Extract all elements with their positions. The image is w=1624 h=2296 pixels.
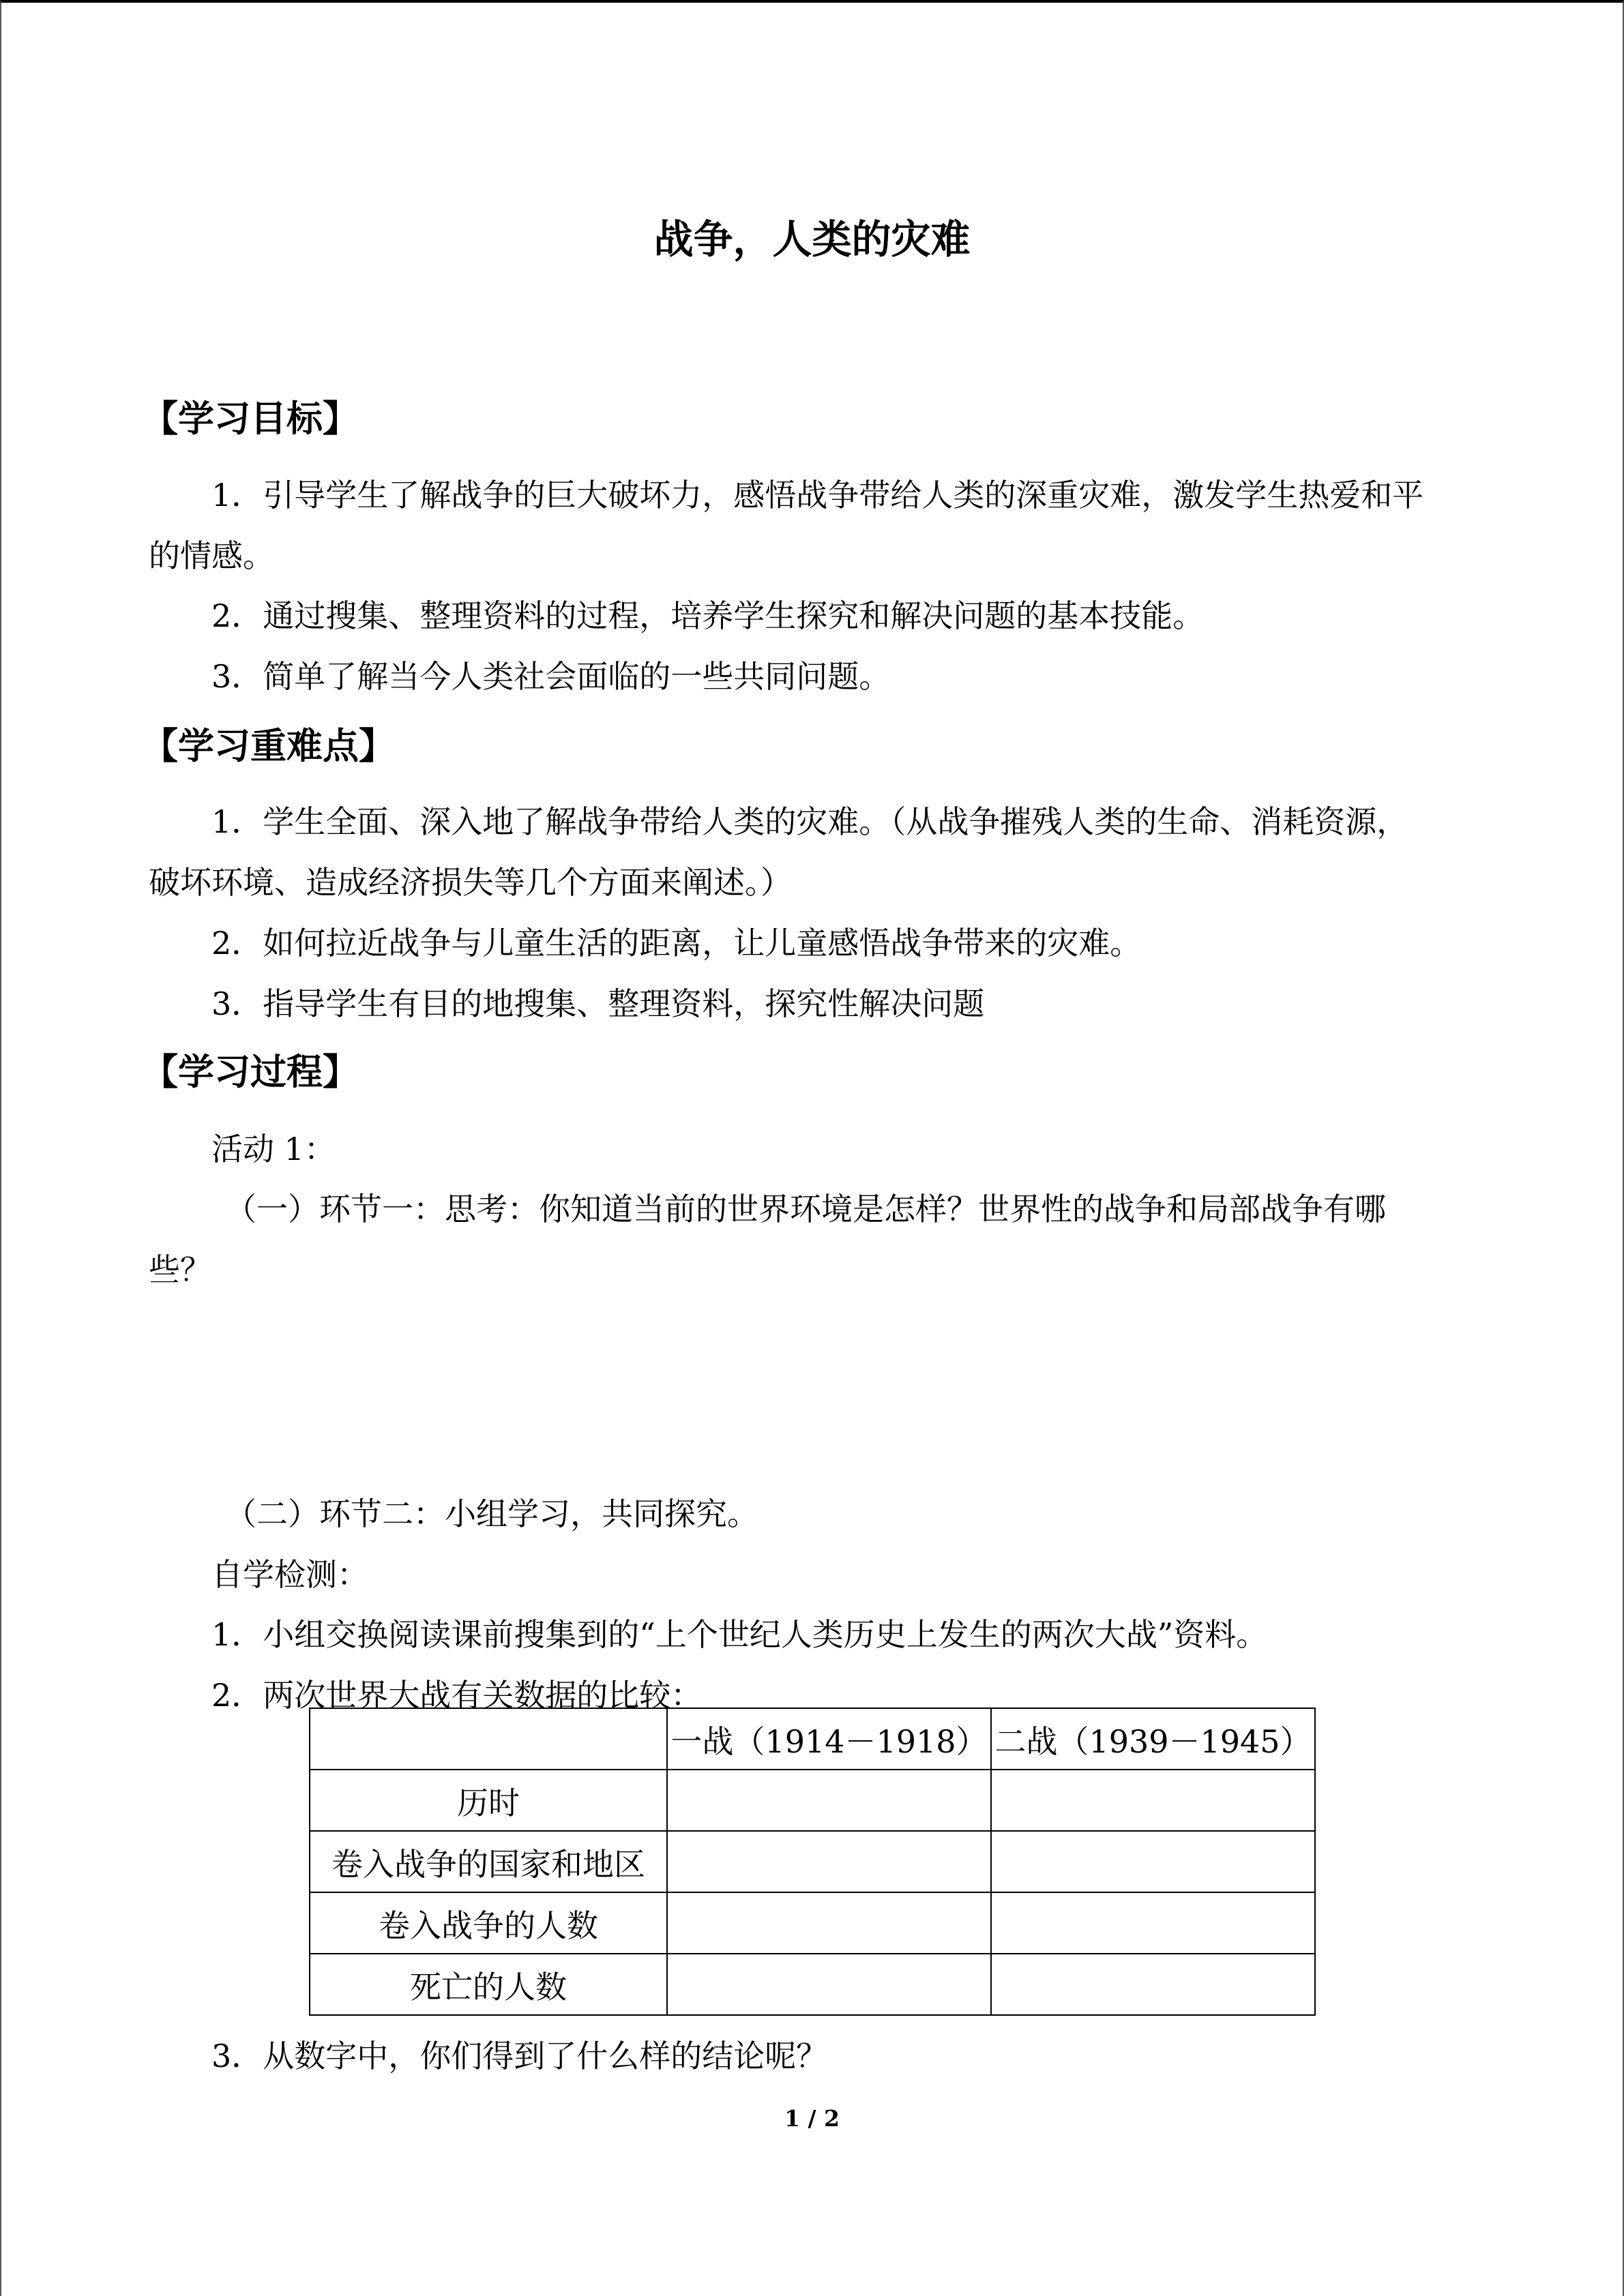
table-row-label: 历时 [310, 1770, 667, 1831]
question-3: 3．从数字中，你们得到了什么样的结论呢？ [211, 2038, 828, 2074]
question-2: 2．两次世界大战有关数据的比较： [211, 1677, 703, 1714]
table-row-label: 死亡的人数 [310, 1954, 667, 2015]
page-title: 战争，人类的灾难 [653, 216, 971, 263]
page-number: 1 / 2 [784, 2105, 840, 2132]
keypoint-item-1-line-2: 破坏环境、造成经济损失等几个方面来阐述。） [149, 864, 792, 901]
table-cell[interactable] [991, 1770, 1315, 1831]
table-cell[interactable] [991, 1954, 1315, 2015]
table-row [310, 1770, 1315, 1831]
table-cell[interactable] [991, 1892, 1315, 1954]
table-row [310, 1954, 1315, 2015]
goal-item-1-line-2: 的情感。 [149, 537, 274, 574]
keypoint-item-1-line-1: 1．学生全面、深入地了解战争带给人类的灾难。（从战争摧残人类的生命、消耗资源， [211, 803, 1408, 840]
self-check-label: 自学检测： [211, 1556, 368, 1593]
step-1-line-2: 些？ [149, 1251, 211, 1288]
table-cell[interactable] [667, 1831, 991, 1892]
goal-item-1-line-1: 1．引导学生了解战争的巨大破坏力，感悟战争带给人类的深重灾难，激发学生热爱和平 [211, 477, 1424, 513]
step-2: （二）环节二：小组学习，共同探究。 [225, 1495, 758, 1532]
comparison-table [309, 1708, 1316, 2016]
question-1: 1．小组交换阅读课前搜集到的“上个世纪人类历史上发生的两次大战”资料。 [211, 1616, 1268, 1653]
table-row [310, 1831, 1315, 1892]
section-heading-keypoints: 【学习重难点】 [142, 726, 395, 767]
table-header-cell [310, 1708, 667, 1770]
goal-item-2: 2．通过搜集、整理资料的过程，培养学生探究和解决问题的基本技能。 [211, 597, 1205, 634]
keypoint-item-2: 2．如何拉近战争与儿童生活的距离，让儿童感悟战争带来的灾难。 [211, 925, 1142, 961]
table-header-cell-ww1: 一战（1914－1918） [667, 1708, 991, 1770]
table-header-cell-ww2: 二战（1939－1945） [991, 1708, 1315, 1770]
section-heading-process: 【学习过程】 [142, 1052, 359, 1093]
section-heading-goals: 【学习目标】 [142, 398, 359, 440]
table-cell[interactable] [667, 1770, 991, 1831]
table-cell[interactable] [667, 1954, 991, 2015]
table-row-label: 卷入战争的人数 [310, 1892, 667, 1954]
table-cell[interactable] [991, 1831, 1315, 1892]
table-header-row [310, 1708, 1315, 1770]
table-row-label: 卷入战争的国家和地区 [310, 1831, 667, 1892]
table-row [310, 1892, 1315, 1954]
activity-label: 活动 1： [211, 1131, 336, 1167]
keypoint-item-3: 3．指导学生有目的地搜集、整理资料，探究性解决问题 [211, 985, 985, 1022]
table-cell[interactable] [667, 1892, 991, 1954]
goal-item-3: 3．简单了解当今人类社会面临的一些共同问题。 [211, 658, 891, 695]
step-1-line-1: （一）环节一：思考：你知道当前的世界环境是怎样？世界性的战争和局部战争有哪 [225, 1191, 1386, 1227]
